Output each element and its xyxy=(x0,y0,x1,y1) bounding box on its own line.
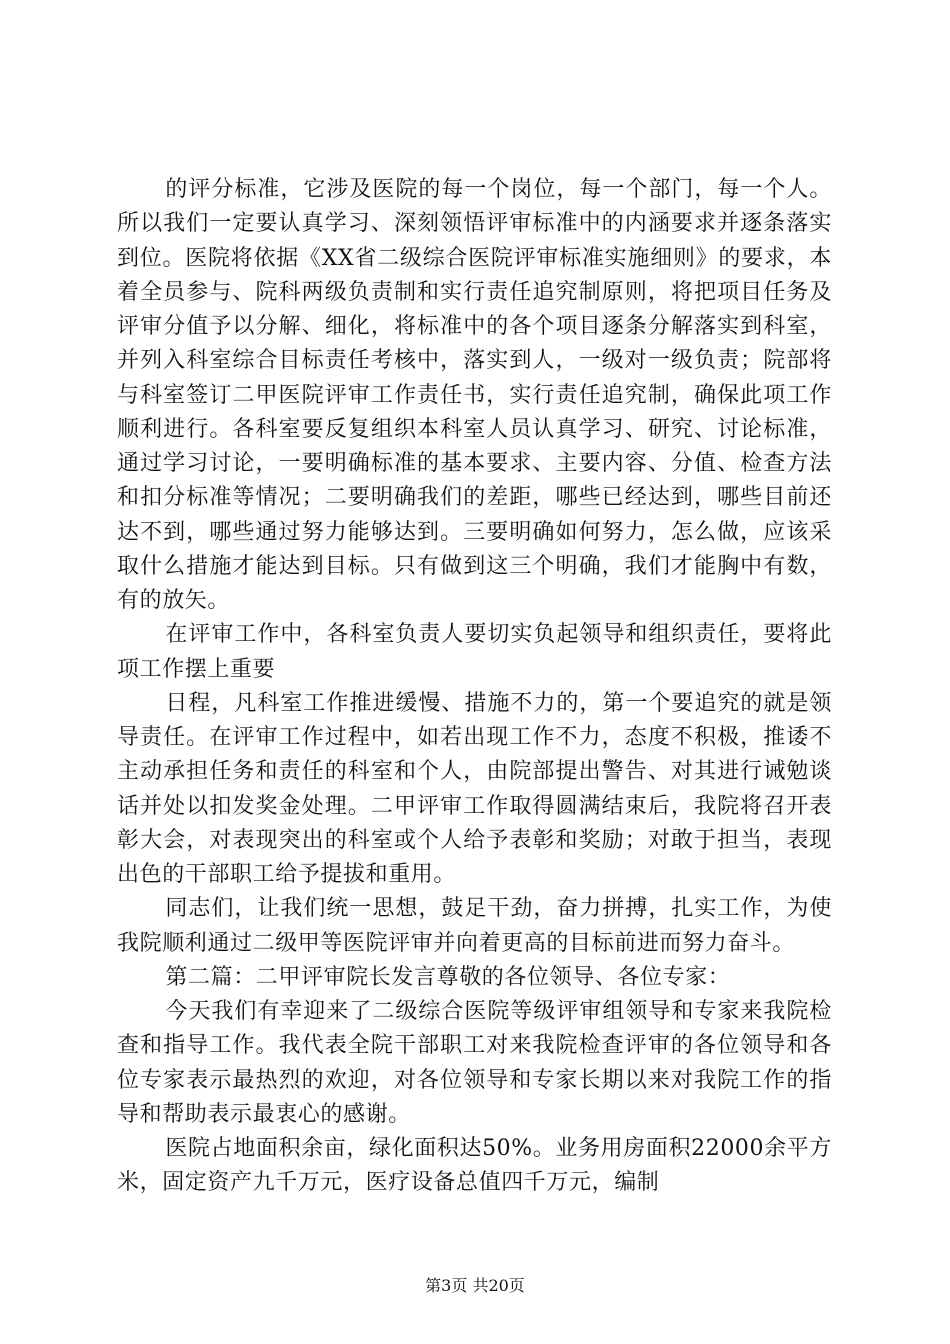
paragraph-2: 在评审工作中，各科室负责人要切实负起领导和组织责任，要将此项工作摆上重要 xyxy=(117,622,832,682)
section-heading-2: 第二篇：二甲评审院长发言尊敬的各位领导、各位专家： xyxy=(165,964,731,990)
paragraph-6: 医院占地面积余亩，绿化面积达50%。业务用房面积22000余平方米，固定资产九千万元，医疗设备总值四千万元，编制 xyxy=(117,1136,832,1196)
page-footer xyxy=(0,1276,950,1296)
page-number-label: 第3页 共20页 xyxy=(425,1276,525,1295)
paragraph-1: 的评分标准，它涉及医院的每一个岗位，每一个部门，每一个人。所以我们一定要认真学习、深刻领悟评审标准中的内涵要求并逐条落实到位。医院将依据《XX省二级综合医院评审标准实施细则》的要求，本着全员参与、院科两级负责制和实行责任追究制原则，将把项目任务及评审分值予以分解、细化，将标准中的各个项目逐条分解落实到科室，并列入科室综合目标责任考核中，落实到人，一级对一级负责；院部将与科室签订二甲医院评审工作责任书，实行责任追究制，确保此项工作顺利进行。各科室要反复组织本科室人员认真学习、研究、讨论标准，通过学习讨论，一要明确标准的基本要求、主要内容、分值、检查方法和扣分标准等情况；二要明确我们的差距，哪些已经达到，哪些目前还达不到，哪些通过努力能够达到。三要明确如何努力，怎么做，应该采取什么措施才能达到目标。只有做到这三个明确，我们才能胸中有数，有的放矢。 xyxy=(117,177,832,613)
paragraph-4: 同志们，让我们统一思想，鼓足干劲，奋力拼搏，扎实工作，为使我院顺利通过二级甲等医院评审并向着更高的目标前进而努力奋斗。 xyxy=(117,896,832,956)
paragraph-3: 日程，凡科室工作推进缓慢、措施不力的，第一个要追究的就是领导责任。在评审工作过程中，如若出现工作不力，态度不积极，推诿不主动承担任务和责任的科室和个人，由院部提出警告、对其进行诫勉谈话并处以扣发奖金处理。二甲评审工作取得圆满结束后，我院将召开表彰大会，对表现突出的科室或个人给予表彰和奖励；对敢于担当，表现出色的干部职工给予提拔和重用。 xyxy=(117,690,832,887)
document-body xyxy=(117,173,832,1201)
paragraph-5: 今天我们有幸迎来了二级综合医院等级评审组领导和专家来我院检查和指导工作。我代表全院干部职工对来我院检查评审的各位领导和各位专家表示最热烈的欢迎，对各位领导和专家长期以来对我院工作的指导和帮助表示最衷心的感谢。 xyxy=(117,999,832,1127)
